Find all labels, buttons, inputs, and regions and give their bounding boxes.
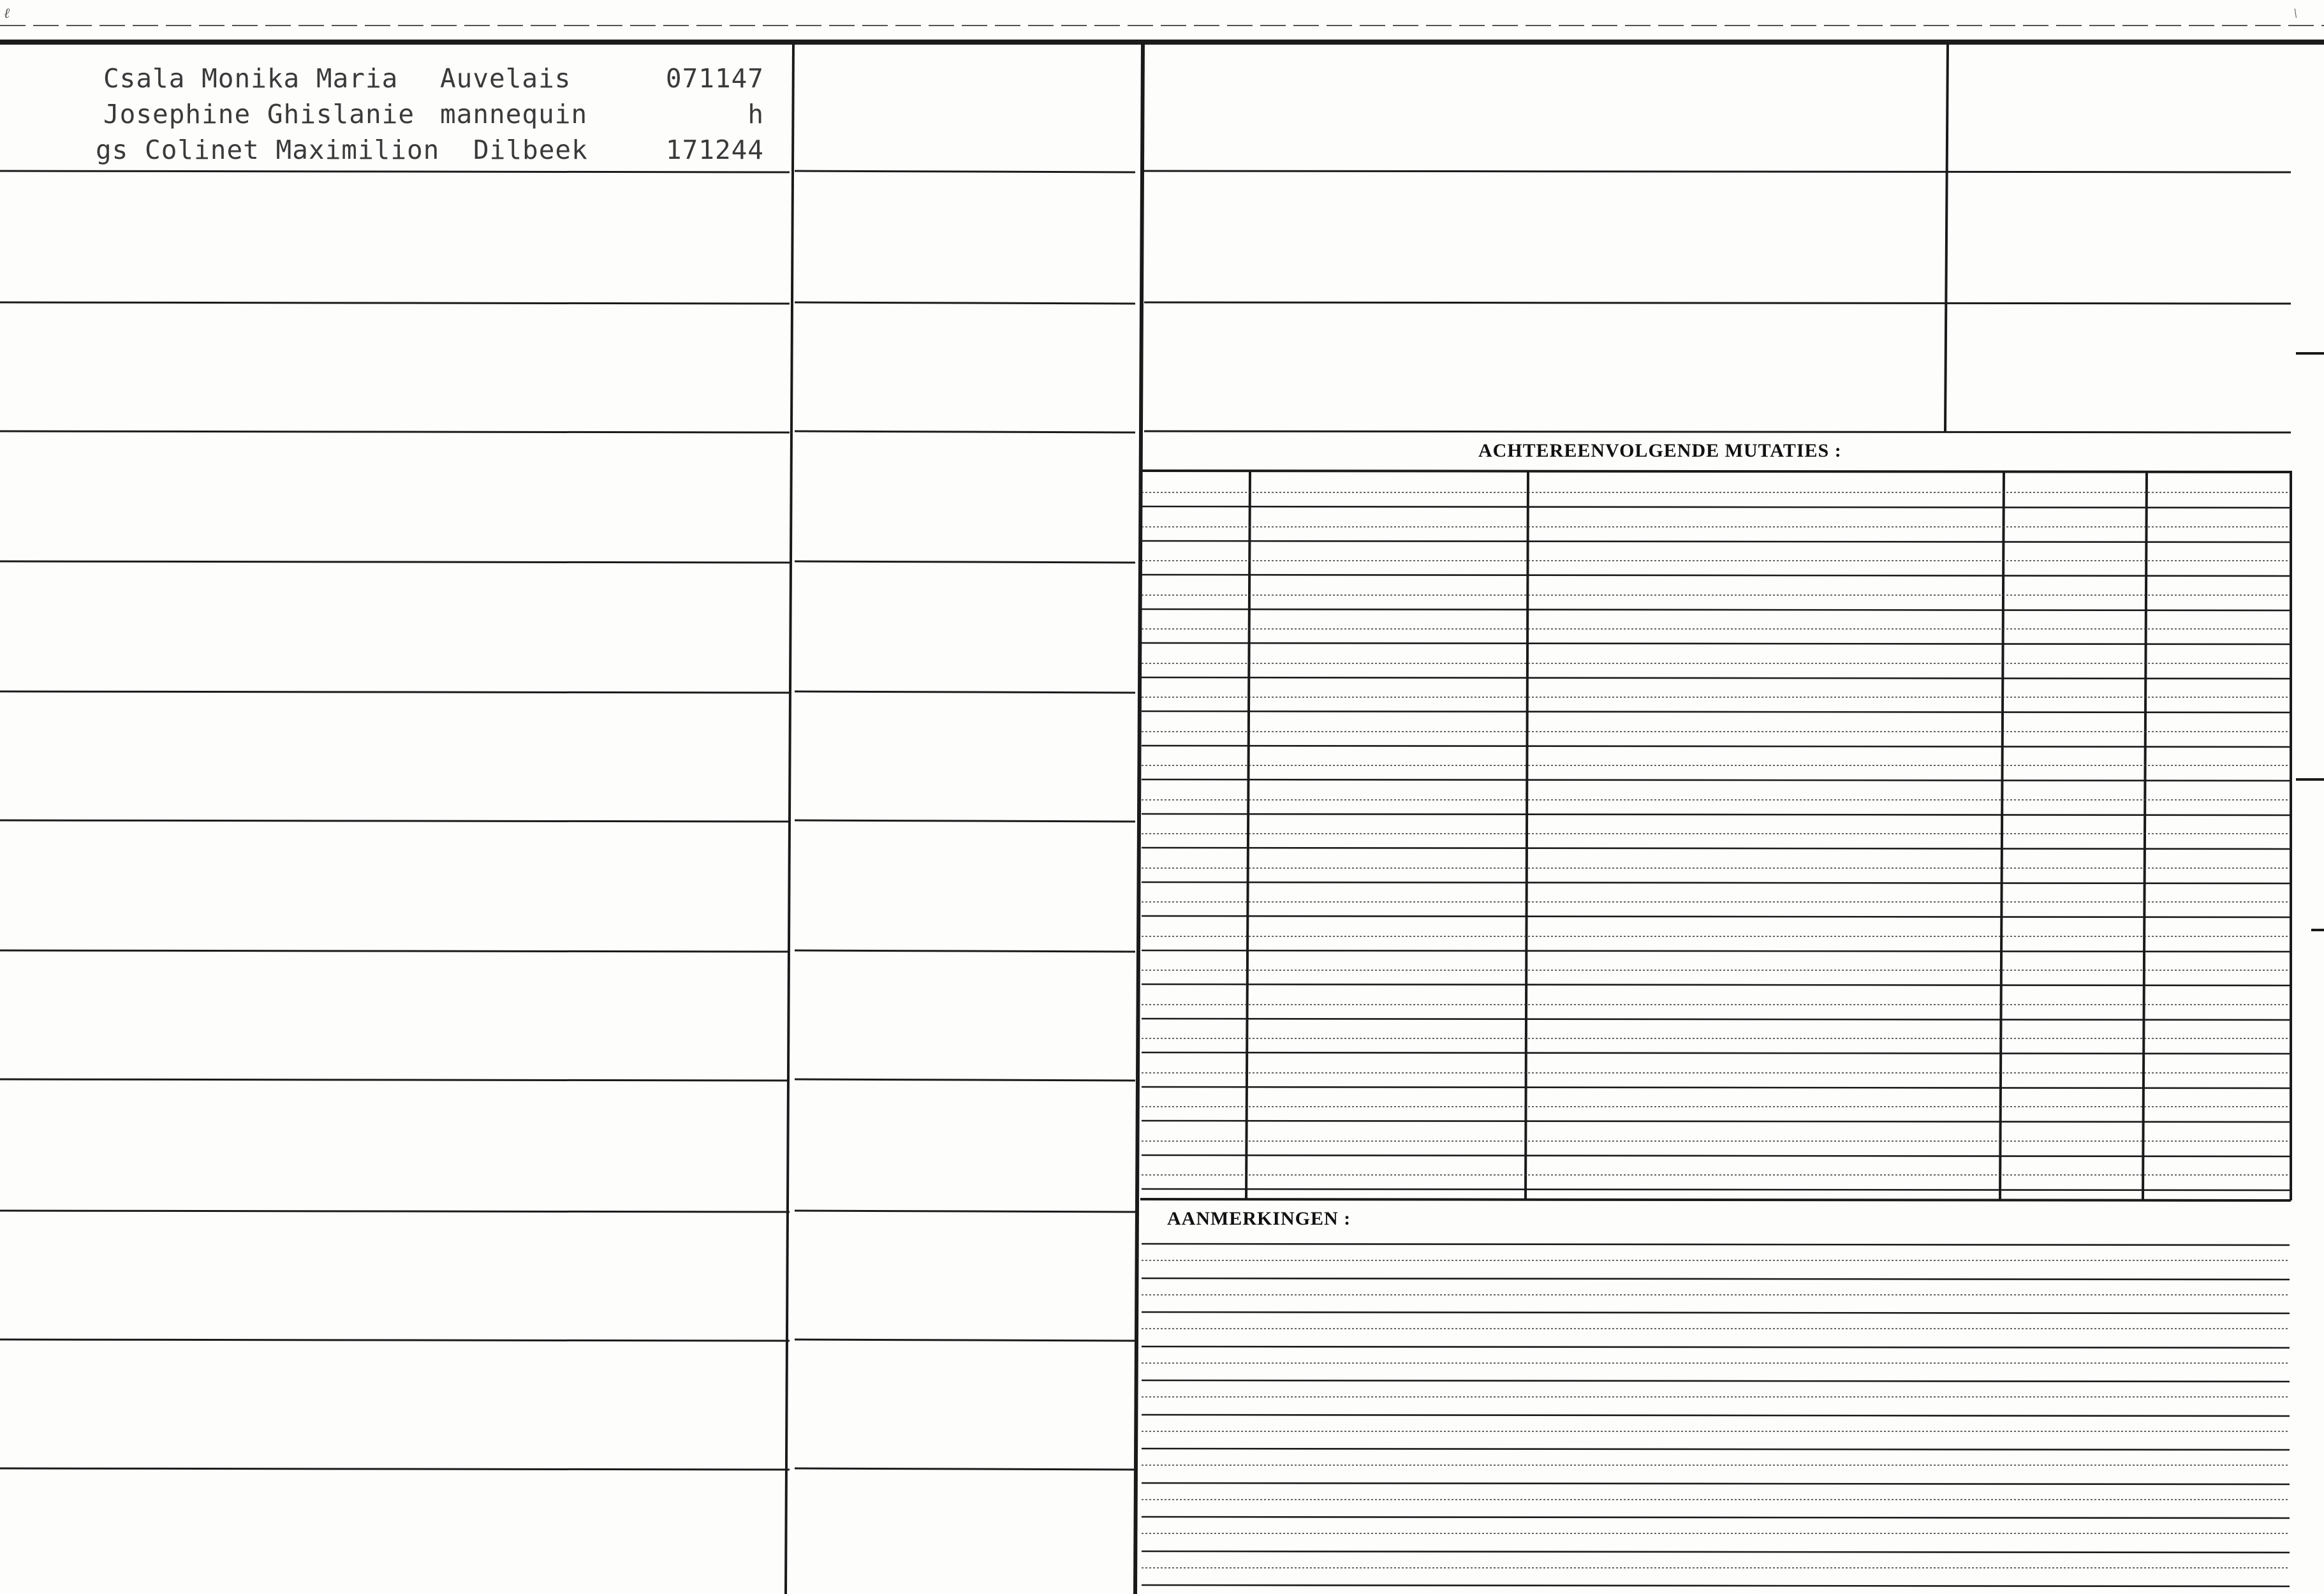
- mutation-rule: [1142, 1189, 2290, 1190]
- margin-ticks: [2296, 353, 2324, 930]
- mutation-rule: [1142, 677, 2290, 679]
- remark-rule: [1142, 1517, 2290, 1518]
- left-row-rule-middle: [795, 302, 1135, 304]
- mutation-rule: [1142, 575, 2290, 576]
- mutations-table: [1140, 471, 2291, 1200]
- mutation-rule: [1142, 1087, 2290, 1088]
- left-row-rule: [0, 950, 790, 952]
- mutation-rule: [1142, 779, 2290, 781]
- entry-line1-name: Csala Monika Maria: [103, 63, 399, 94]
- remarks-heading: AANMERKINGEN :: [1167, 1208, 1351, 1229]
- left-row-rule-middle: [795, 561, 1135, 563]
- left-row-rule-middle: [795, 1468, 1135, 1470]
- entry-line3-date: 171244: [665, 135, 764, 165]
- mutations-heading: ACHTEREENVOLGENDE MUTATIES :: [1478, 440, 1842, 461]
- mutation-rule: [1142, 882, 2290, 883]
- left-row-rule-middle: [795, 1211, 1135, 1212]
- mutation-rule: [1142, 848, 2290, 849]
- left-row-rule-middle: [795, 1079, 1135, 1081]
- mutation-rule: [1142, 643, 2290, 644]
- entry-line3-place: Dilbeek: [473, 135, 588, 165]
- mutation-rule: [1142, 506, 2290, 508]
- remark-rule: [1142, 1585, 2290, 1586]
- remark-rule: [1142, 1312, 2290, 1313]
- mutation-rule: [1142, 1121, 2290, 1122]
- mutation-rule: [1142, 1019, 2290, 1020]
- left-row-rule: [0, 1211, 790, 1212]
- left-row-rule: [0, 561, 790, 563]
- entry-line1-place: Auvelais: [440, 63, 571, 94]
- right-top-rule: [1144, 431, 2291, 432]
- left-row-rule-middle: [795, 691, 1135, 693]
- left-row-rule-middle: [795, 950, 1135, 952]
- mutation-rule: [1142, 1155, 2290, 1156]
- right-top-rule: [1144, 171, 2291, 172]
- entry-line1-date: 071147: [665, 63, 764, 94]
- mutation-rule: [1142, 1052, 2290, 1054]
- right-top-rules: [1144, 171, 2291, 432]
- scan-mark-right: \: [2293, 5, 2298, 21]
- top-border: [0, 26, 2324, 42]
- entry-line2-mark: h: [747, 99, 764, 129]
- left-row-rule: [0, 431, 790, 432]
- mutation-rule: [1142, 711, 2290, 712]
- left-row-rule: [0, 691, 790, 693]
- left-row-rules: [0, 171, 1135, 1470]
- right-top-rule: [1144, 302, 2291, 304]
- left-row-rule-middle: [795, 431, 1135, 432]
- remark-rule: [1142, 1415, 2290, 1416]
- remark-rule: [1142, 1347, 2290, 1348]
- remark-rule: [1142, 1380, 2290, 1382]
- entry-line3-name: gs Colinet Maximilion: [96, 135, 440, 165]
- left-row-rule-middle: [795, 1339, 1135, 1341]
- entry-line2-occupation: mannequin: [440, 99, 588, 129]
- mutation-rule: [1142, 746, 2290, 747]
- mutation-rule: [1142, 916, 2290, 917]
- mutation-rule: [1142, 984, 2290, 985]
- column-dividers: [786, 42, 1948, 1594]
- remark-rule: [1142, 1449, 2290, 1450]
- remark-rule: [1142, 1551, 2290, 1553]
- entry-line2-name: Josephine Ghislanie: [103, 99, 415, 129]
- mutation-rule: [1142, 814, 2290, 815]
- mutation-rule: [1142, 950, 2290, 952]
- scan-mark-left: ℓ: [4, 5, 10, 21]
- remark-rule: [1142, 1244, 2290, 1245]
- mutation-rule: [1142, 541, 2290, 542]
- remark-rule: [1142, 1483, 2290, 1484]
- mutation-rule: [1142, 609, 2290, 610]
- left-row-rule: [0, 1339, 790, 1341]
- left-row-rule: [0, 302, 790, 304]
- left-row-rule-middle: [795, 820, 1135, 822]
- left-row-rule: [0, 820, 790, 822]
- left-row-rule: [0, 1079, 790, 1081]
- left-row-rule-middle: [795, 171, 1135, 172]
- left-row-rule: [0, 171, 790, 172]
- remarks-lines: [1142, 1244, 2290, 1586]
- left-row-rule: [0, 1468, 790, 1470]
- remark-rule: [1142, 1278, 2290, 1280]
